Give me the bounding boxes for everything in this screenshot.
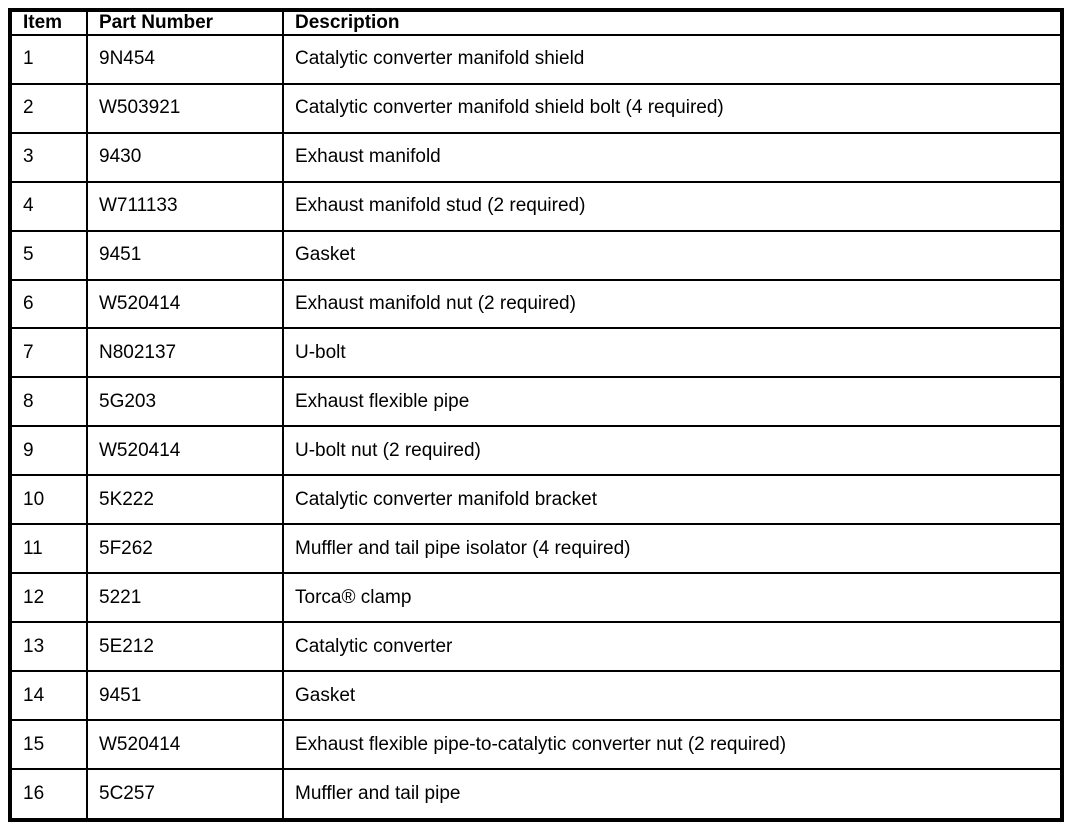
item-cell: 6 xyxy=(10,280,87,329)
item-cell: 4 xyxy=(10,182,87,231)
table-row xyxy=(10,231,1062,280)
part-number-cell: W520414 xyxy=(87,280,283,329)
description-cell: Muffler and tail pipe isolator (4 required) xyxy=(283,524,1062,573)
part-number-cell: W711133 xyxy=(87,182,283,231)
table-row xyxy=(10,377,1062,426)
item-cell: 10 xyxy=(10,475,87,524)
table-row xyxy=(10,84,1062,133)
item-cell: 1 xyxy=(10,35,87,84)
table-row xyxy=(10,426,1062,475)
table-row xyxy=(10,35,1062,84)
table-row xyxy=(10,524,1062,573)
item-cell: 9 xyxy=(10,426,87,475)
table-row xyxy=(10,133,1062,182)
part-number-cell: 5K222 xyxy=(87,475,283,524)
part-number-cell: 5221 xyxy=(87,573,283,622)
header-row xyxy=(10,10,1062,35)
description-cell: Gasket xyxy=(283,231,1062,280)
column-header-description: Description xyxy=(283,10,1062,35)
column-header-part-number: Part Number xyxy=(87,10,283,35)
item-cell: 3 xyxy=(10,133,87,182)
part-number-cell: 9430 xyxy=(87,133,283,182)
table-row xyxy=(10,328,1062,377)
description-cell: Torca® clamp xyxy=(283,573,1062,622)
item-cell: 2 xyxy=(10,84,87,133)
part-number-cell: W520414 xyxy=(87,426,283,475)
description-cell: Exhaust manifold xyxy=(283,133,1062,182)
part-number-cell: N802137 xyxy=(87,328,283,377)
parts-table xyxy=(8,8,1064,822)
part-number-cell: W520414 xyxy=(87,720,283,769)
part-number-cell: W503921 xyxy=(87,84,283,133)
item-cell: 5 xyxy=(10,231,87,280)
description-cell: Muffler and tail pipe xyxy=(283,769,1062,820)
table-row xyxy=(10,769,1062,820)
table-row xyxy=(10,280,1062,329)
item-cell: 12 xyxy=(10,573,87,622)
table-row xyxy=(10,182,1062,231)
description-cell: Gasket xyxy=(283,671,1062,720)
item-cell: 14 xyxy=(10,671,87,720)
part-number-cell: 5C257 xyxy=(87,769,283,820)
item-cell: 8 xyxy=(10,377,87,426)
part-number-cell: 9N454 xyxy=(87,35,283,84)
part-number-cell: 5F262 xyxy=(87,524,283,573)
item-cell: 16 xyxy=(10,769,87,820)
description-cell: Catalytic converter manifold bracket xyxy=(283,475,1062,524)
table-row xyxy=(10,720,1062,769)
part-number-cell: 9451 xyxy=(87,671,283,720)
item-cell: 13 xyxy=(10,622,87,671)
item-cell: 15 xyxy=(10,720,87,769)
description-cell: U-bolt nut (2 required) xyxy=(283,426,1062,475)
description-cell: Catalytic converter manifold shield xyxy=(283,35,1062,84)
item-cell: 7 xyxy=(10,328,87,377)
table-row xyxy=(10,475,1062,524)
table-row xyxy=(10,671,1062,720)
description-cell: Catalytic converter xyxy=(283,622,1062,671)
column-header-item: Item xyxy=(10,10,87,35)
description-cell: Exhaust flexible pipe-to-catalytic converter nut (2 required) xyxy=(283,720,1062,769)
table-row xyxy=(10,573,1062,622)
description-cell: U-bolt xyxy=(283,328,1062,377)
item-cell: 11 xyxy=(10,524,87,573)
description-cell: Exhaust manifold stud (2 required) xyxy=(283,182,1062,231)
part-number-cell: 9451 xyxy=(87,231,283,280)
description-cell: Catalytic converter manifold shield bolt (4 required) xyxy=(283,84,1062,133)
table-row xyxy=(10,622,1062,671)
description-cell: Exhaust manifold nut (2 required) xyxy=(283,280,1062,329)
description-cell: Exhaust flexible pipe xyxy=(283,377,1062,426)
part-number-cell: 5E212 xyxy=(87,622,283,671)
part-number-cell: 5G203 xyxy=(87,377,283,426)
